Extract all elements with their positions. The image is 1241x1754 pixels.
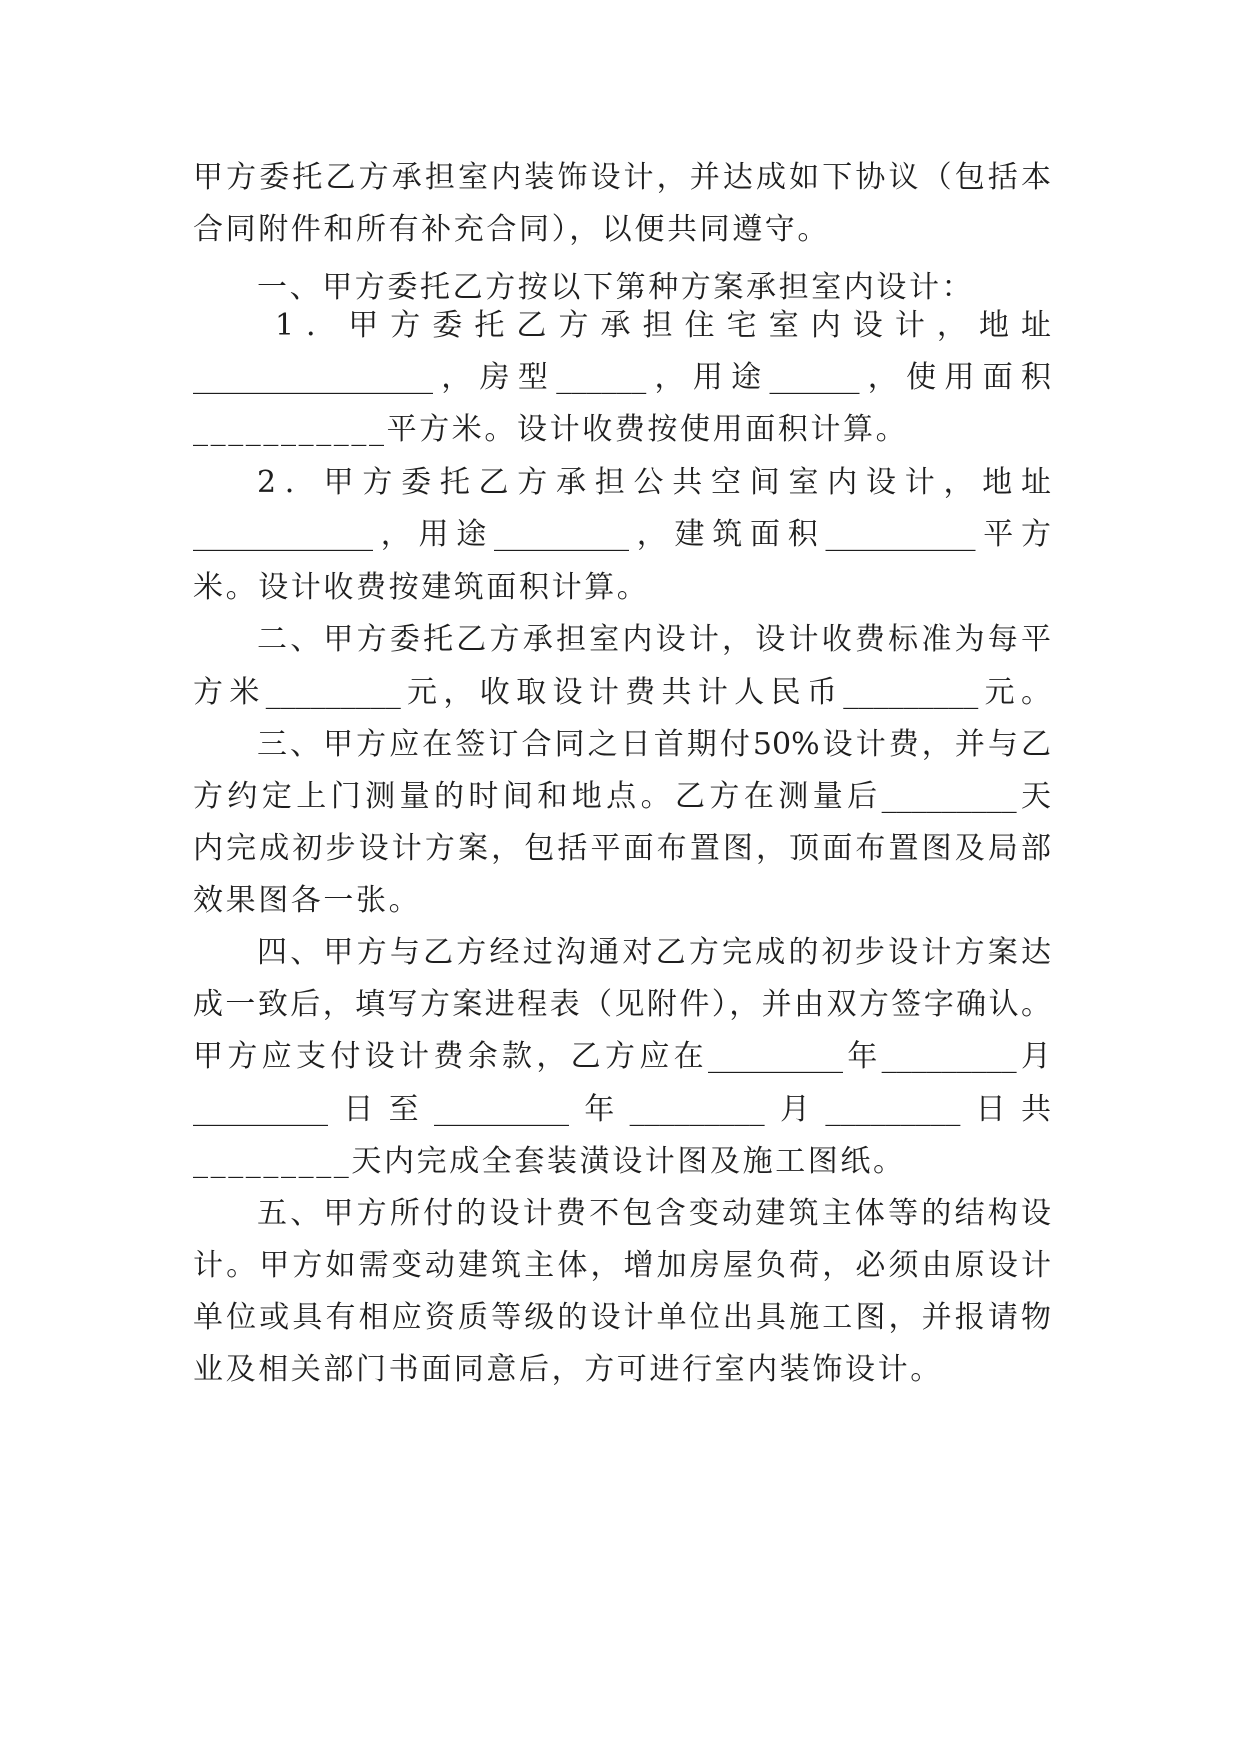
text-line: 合同附件和所有补充合同），以便共同遵守。 [193, 212, 830, 247]
text-line: 1．甲方委托乙方承担住宅室内设计，地址 [275, 308, 1051, 343]
text-line: ________________，房型______，用途______，使用面积 [193, 360, 1051, 395]
text-line: 2．甲方委托乙方承担公共空间室内设计，地址 [257, 465, 1051, 500]
clause-heading: 一、甲方委托乙方按以下第种方案承担室内设计： [257, 270, 975, 305]
text-line: 甲方委托乙方承担室内装饰设计，并达成如下协议（包括本 [193, 160, 1051, 195]
text-line: _________天内完成全套装潢设计图及施工图纸。 [193, 1144, 906, 1179]
text-line: 业及相关部门书面同意后，方可进行室内装饰设计。 [193, 1352, 943, 1387]
text-line: 甲方应支付设计费余款，乙方应在_________年_________月 [193, 1039, 1051, 1074]
clause-heading: 五、甲方所付的设计费不包含变动建筑主体等的结构设 [257, 1196, 1051, 1231]
text-line: 效果图各一张。 [193, 883, 422, 918]
text-line: 方米_________元，收取设计费共计人民币_________元。 [193, 675, 1051, 710]
clause-heading: 三、甲方应在签订合同之日首期付50%设计费，并与乙 [257, 727, 1051, 762]
text-line: 成一致后，填写方案进程表（见附件），并由双方签字确认。 [193, 987, 1051, 1022]
clause-heading: 四、甲方与乙方经过沟通对乙方完成的初步设计方案达 [257, 935, 1051, 970]
text-line: 单位或具有相应资质等级的设计单位出具施工图，并报请物 [193, 1300, 1051, 1335]
text-line: ____________，用途_________，建筑面积__________平方 [193, 517, 1051, 552]
text-line: 米。设计收费按建筑面积计算。 [193, 570, 650, 605]
text-line: ___________平方米。设计收费按使用面积计算。 [193, 412, 909, 447]
text-line: 方约定上门测量的时间和地点。乙方在测量后_________天 [193, 779, 1051, 814]
text-line: _________日至_________年_________月_________日共 [193, 1092, 1051, 1127]
clause-heading: 二、甲方委托乙方承担室内设计，设计收费标准为每平 [257, 622, 1051, 657]
text-line: 内完成初步设计方案，包括平面布置图，顶面布置图及局部 [193, 831, 1051, 866]
text-line: 计。甲方如需变动建筑主体，增加房屋负荷，必须由原设计 [193, 1248, 1051, 1283]
